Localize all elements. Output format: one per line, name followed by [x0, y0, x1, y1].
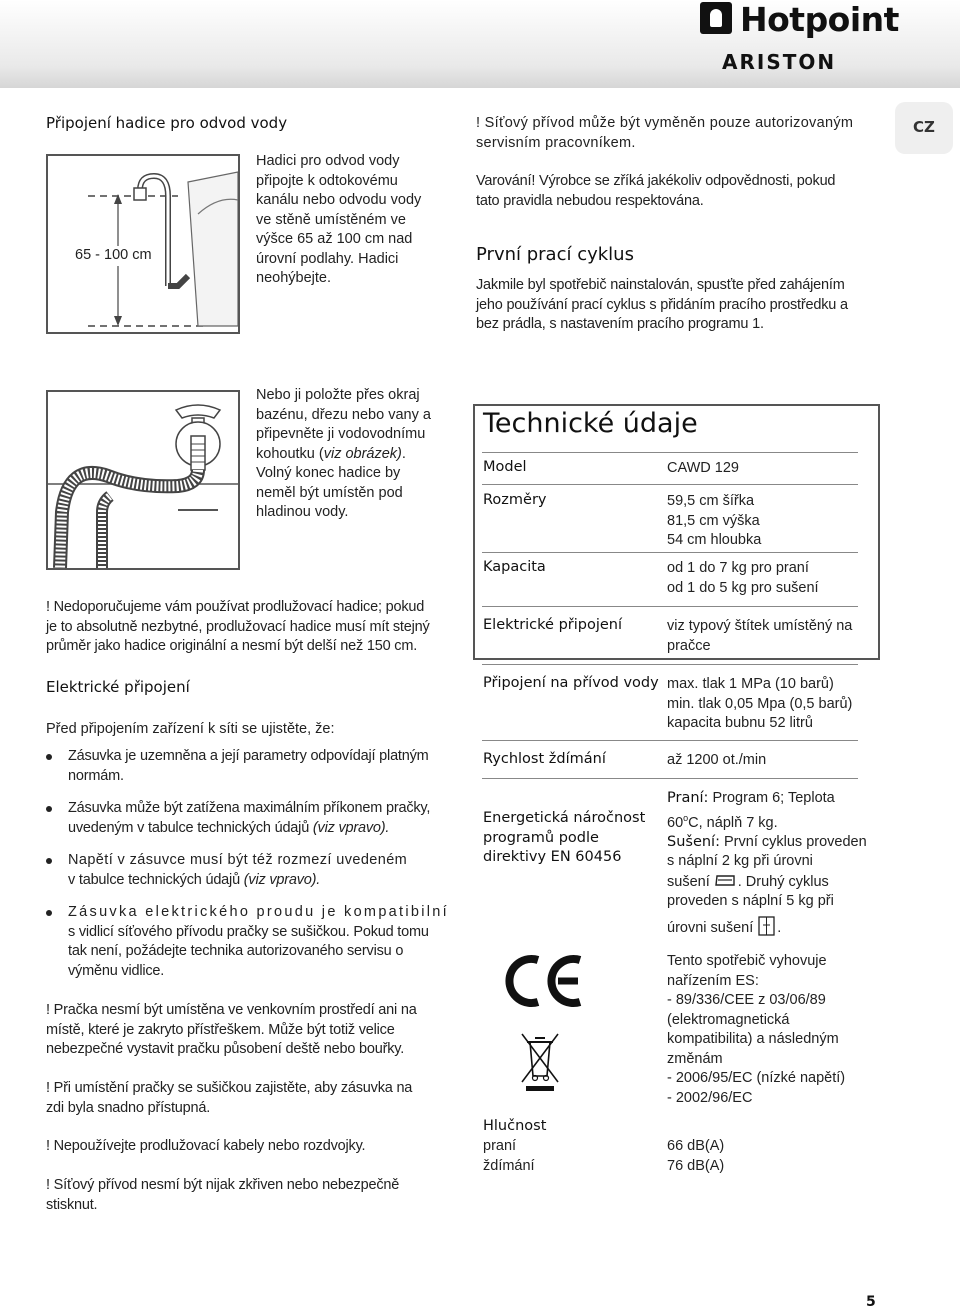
text-line: jeho používání prací cyklus s přidáním pracího prostředku a	[476, 296, 848, 313]
text-run: Program 6; Teplota	[708, 790, 835, 806]
text-line: tato pravidla nebudou respektována.	[476, 192, 704, 209]
brand-subname: ARISTON	[722, 50, 837, 74]
noise-wash-label: praní	[483, 1138, 517, 1154]
text-run: .	[777, 919, 782, 936]
text-line: stisknut.	[46, 1196, 98, 1213]
text-line: místě, které je zakryto přístřeškem. Může být totiž velice	[46, 1021, 395, 1038]
text-line: ! Pračka nesmí být umístěna ve venkovním prostředí ani na	[46, 1002, 417, 1018]
text-run: První cyklus proveden	[719, 833, 867, 850]
capacity-label: Kapacita	[483, 559, 546, 575]
text-line	[667, 916, 887, 939]
electrical-label: Elektrické připojení	[483, 617, 623, 633]
text-line: ! Při umístění pračky se sušičkou zajistěte, aby zásuvka na	[46, 1080, 413, 1096]
text-line: úrovní podlahy. Hadici	[256, 250, 399, 267]
first-cycle-heading: První prací cyklus	[476, 244, 634, 265]
text-line	[667, 872, 887, 893]
basin-hose-figure	[46, 390, 240, 570]
water-label: Připojení na přívod vody	[483, 675, 659, 691]
text-line: Zásuvka elektrického proudu je kompatibilní	[68, 904, 449, 920]
extension-cable-warning: ! Nepoužívejte prodlužovací kabely nebo rozdvojky.	[46, 1138, 366, 1154]
spin-value: až 1200 ot./min	[667, 752, 767, 768]
text-run: C, náplň 7 kg.	[688, 814, 778, 831]
text-line: Zásuvka je uzemněna a její parametry odpovídají platným	[68, 748, 429, 764]
brand-logo-icon	[700, 2, 732, 34]
text-line: výměnu vidlice.	[68, 962, 165, 979]
drain-hose-figure	[46, 154, 240, 334]
weee-bin-icon	[518, 1032, 562, 1092]
text-line: - 2002/96/EC	[667, 1089, 753, 1106]
text-line: kanálu nebo odvodu vody	[256, 192, 422, 208]
text-run: 60	[667, 814, 684, 831]
text-line: nařízením ES:	[667, 972, 759, 989]
text-line: je to absolutně nezbytné, prodlužovací hadice musí mít stejný	[46, 618, 430, 635]
text-line: Energetická náročnost	[483, 810, 646, 826]
bullet-3	[68, 851, 458, 890]
bullet-icon	[46, 806, 52, 812]
text-line: Varování! Výrobce se zříká jakékoliv odpovědnosti, pokud	[476, 173, 836, 189]
cord-replacement-warning	[476, 114, 886, 153]
divider	[482, 606, 858, 607]
text-line: direktivy EN 60456	[483, 849, 622, 865]
divider	[482, 452, 858, 453]
text-line	[667, 789, 887, 809]
text-line: (elektromagnetická	[667, 1011, 790, 1028]
basin-hose-drawing	[48, 392, 238, 568]
language-tab-label: CZ	[913, 118, 935, 136]
text-line: ! Nedoporučujeme vám používat prodlužovací hadice; pokud	[46, 599, 425, 615]
text-run: v tabulce technických údajů	[68, 871, 244, 888]
dimensions-label: Rozměry	[483, 492, 547, 508]
text-line: nebezpečné vystavit pračku působení deště nebo bouřky.	[46, 1041, 405, 1057]
basin-text	[256, 386, 446, 523]
water-value	[667, 675, 852, 734]
text-line: min. tlak 0,05 Mpa (0,5 barů)	[667, 695, 853, 712]
energy-value	[667, 789, 887, 938]
text-run: uvedeným v tabulce technických údajů	[68, 819, 313, 836]
drain-hose-drawing	[48, 156, 238, 332]
text-run: .	[401, 445, 406, 462]
text-line: připevněte ji vodovodnímu	[256, 426, 426, 442]
text-line: 81,5 cm výška	[667, 512, 760, 529]
cupboard-dry-icon	[757, 916, 777, 936]
brand-name: Hotpoint	[740, 0, 899, 39]
ce-compliance-text	[667, 952, 887, 1108]
text-line: s náplní 2 kg při úrovni	[667, 853, 813, 870]
text-line: Zásuvka může být zatížena maximálním příkonem pračky,	[68, 800, 431, 816]
text-line: neměl být umístěn pod	[256, 484, 403, 501]
text-line: Nebo ji položte přes okraj	[256, 387, 420, 403]
text-line: Napětí v zásuvce musí být též rozmezí uvedeném	[68, 852, 408, 868]
text-line: výšce 65 až 100 cm nad	[256, 231, 413, 247]
text-run-italic: viz obrázek)	[323, 445, 402, 462]
text-line: viz typový štítek umístěný na	[667, 618, 853, 634]
iron-dry-icon	[714, 872, 738, 888]
bullet-4	[68, 903, 458, 981]
text-line: Hadici pro odvod vody	[256, 153, 400, 169]
model-value: CAWD 129	[667, 460, 739, 476]
text-line: změnám	[667, 1050, 723, 1067]
text-line: průměr jako hadice originální a nesmí být delší než 150 cm.	[46, 638, 418, 654]
text-line: normám.	[68, 767, 124, 784]
text-line: pračce	[667, 637, 711, 654]
cord-warning	[46, 1176, 456, 1215]
bullet-icon	[46, 754, 52, 760]
noise-label: Hlučnost	[483, 1118, 547, 1134]
spin-label: Rychlost ždímání	[483, 751, 606, 767]
dimensions-value	[667, 492, 761, 551]
electrical-heading: Elektrické připojení	[46, 678, 190, 696]
text-line: programů podle	[483, 829, 599, 846]
text-line: Volný konec hadice by	[256, 465, 401, 481]
text-run: . Druhý cyklus	[737, 873, 829, 890]
bullet-1	[68, 747, 458, 786]
text-line	[667, 809, 887, 833]
text-line: ! Síťový přívod nesmí být nijak zkřiven nebo nebezpečně	[46, 1177, 400, 1193]
electrical-intro: Před připojením zařízení k síti se ujistěte, že:	[46, 721, 335, 737]
text-line: max. tlak 1 MPa (10 barů)	[667, 676, 834, 692]
energy-label	[483, 809, 645, 868]
drain-heading: Připojení hadice pro odvod vody	[46, 114, 288, 132]
text-line: proveden s náplní 5 kg při	[667, 893, 834, 910]
text-run: úrovni sušení	[667, 919, 758, 936]
specs-title: Technické údaje	[483, 408, 698, 439]
text-line: kapacita bubnu 52 litrů	[667, 715, 813, 731]
text-run-italic: (viz vpravo).	[243, 871, 321, 888]
outdoor-warning	[46, 1001, 456, 1060]
text-line: hladinou vody.	[256, 504, 349, 520]
noise-wash-value: 66 dB(A)	[667, 1138, 725, 1154]
degree-mark: o	[683, 812, 689, 823]
ce-mark-icon	[500, 952, 584, 1010]
text-line	[68, 819, 458, 839]
divider	[482, 664, 858, 665]
text-line: bez prádla, s nastavením pracího programu 1.	[476, 316, 764, 332]
text-line: připojte k odtokovému	[256, 172, 398, 189]
text-line: kompatibilita) a následným	[667, 1031, 839, 1047]
text-line	[68, 871, 458, 891]
text-line	[256, 445, 446, 465]
text-line: zdi byla snadno přístupná.	[46, 1099, 211, 1116]
text-line: 59,5 cm šířka	[667, 493, 755, 509]
divider	[482, 740, 858, 741]
text-line: od 1 do 7 kg pro praní	[667, 560, 809, 576]
divider	[482, 778, 858, 779]
bullet-icon	[46, 910, 52, 916]
text-line: ve stěně umístěném ve	[256, 211, 406, 228]
text-line	[667, 833, 887, 853]
text-line: Tento spotřebič vyhovuje	[667, 953, 827, 969]
wash-label: Praní:	[667, 790, 709, 806]
text-run-italic: (viz vpravo).	[312, 819, 390, 836]
text-line: - 89/336/CEE z 03/06/89	[667, 992, 826, 1008]
drain-height-label: 65 - 100 cm	[74, 246, 153, 266]
text-line: od 1 do 5 kg pro sušení	[667, 579, 819, 596]
text-line: servisním pracovníkem.	[476, 134, 636, 151]
divider	[482, 552, 858, 553]
text-line: neohýbejte.	[256, 270, 331, 286]
electrical-value	[667, 617, 852, 656]
text-line: s vidlicí síťového přívodu pračky se sušičkou. Pokud tomu	[68, 923, 429, 940]
text-line: - 2006/95/EC (nízké napětí)	[667, 1070, 846, 1086]
liability-warning	[476, 172, 886, 211]
noise-spin-label: ždímání	[483, 1158, 535, 1174]
divider	[482, 484, 858, 485]
text-line: bazénu, dřezu nebo vany a	[256, 406, 431, 423]
text-line: 54 cm hloubka	[667, 532, 762, 548]
page-number: 5	[866, 1294, 876, 1310]
text-run: kohoutku (	[256, 445, 324, 462]
socket-access-warning	[46, 1079, 456, 1118]
extension-hose-warning	[46, 598, 456, 657]
first-cycle-text	[476, 276, 886, 335]
text-line: tak není, požádejte technika autorizovaného servisu o	[68, 943, 404, 959]
bullet-2	[68, 799, 458, 838]
dry-label: Sušení:	[667, 833, 720, 850]
bullet-icon	[46, 858, 52, 864]
drain-text	[256, 152, 456, 289]
capacity-value	[667, 559, 819, 598]
text-line: Jakmile byl spotřebič nainstalován, spusťte před zahájením	[476, 277, 845, 293]
noise-spin-value: 76 dB(A)	[667, 1158, 725, 1174]
model-label: Model	[483, 459, 527, 475]
text-run: sušení	[667, 873, 714, 890]
text-line: ! Síťový přívod může být vyměněn pouze autorizovaným	[476, 115, 854, 131]
